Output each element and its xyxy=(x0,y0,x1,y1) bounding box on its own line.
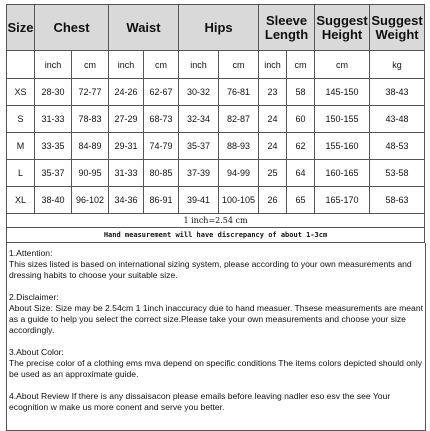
table-row xyxy=(7,106,425,133)
table-cell: 48-53 xyxy=(370,133,425,160)
table-cell: 29-31 xyxy=(109,133,144,160)
table-cell: 28-30 xyxy=(35,79,72,106)
chest-header: Chest xyxy=(35,5,109,51)
table-cell: 96-102 xyxy=(72,187,109,214)
table-cell: 39-41 xyxy=(179,187,219,214)
size-table xyxy=(6,4,425,243)
table-cell: 90-95 xyxy=(72,160,109,187)
unit-cell: cm xyxy=(144,51,179,79)
table-cell: 100-105 xyxy=(219,187,259,214)
table-cell: 25 xyxy=(259,160,287,187)
table-cell: 33-35 xyxy=(35,133,72,160)
size-cell: XS xyxy=(7,79,35,106)
table-cell: 32-34 xyxy=(179,106,219,133)
table-cell: 64 xyxy=(287,160,315,187)
size-chart-sheet xyxy=(6,4,424,424)
review-text: 4.About Review If there is any dissaisacon please emails before leaving nadler eso esv the see Your ecognition w make us more conent and serve you better. xyxy=(9,391,391,412)
unit-row xyxy=(7,51,425,79)
header-row xyxy=(7,5,425,51)
table-cell: 160-165 xyxy=(315,160,370,187)
size-cell: XL xyxy=(7,187,35,214)
sleeve-header: Sleeve Length xyxy=(259,5,315,51)
table-cell: 26 xyxy=(259,187,287,214)
table-cell: 76-81 xyxy=(219,79,259,106)
table-cell: 34-36 xyxy=(109,187,144,214)
table-cell: 155-160 xyxy=(315,133,370,160)
table-cell: 84-89 xyxy=(72,133,109,160)
unit-cell: cm xyxy=(287,51,315,79)
table-cell: 145-150 xyxy=(315,79,370,106)
table-cell: 27-29 xyxy=(109,106,144,133)
table-cell: 58 xyxy=(287,79,315,106)
table-cell: 53-58 xyxy=(370,160,425,187)
conversion-note: 1 inch=2.54 cm xyxy=(7,214,425,228)
disclaimer-text: About Size: Size may be 2.54cm 1 1inch inaccuracy due to hand measuer. Thsese measurements are meant as a guide to help you select the correct size.Please take your own measurements and choose your size accordingly. xyxy=(9,303,423,335)
table-cell: 24-26 xyxy=(109,79,144,106)
unit-cell: cm xyxy=(315,51,370,79)
table-cell: 78-83 xyxy=(72,106,109,133)
unit-cell: cm xyxy=(72,51,109,79)
table-cell: 82-87 xyxy=(219,106,259,133)
table-cell: 62-67 xyxy=(144,79,179,106)
conversion-row xyxy=(7,214,425,228)
table-row xyxy=(7,160,425,187)
color-title: 3.About Color: xyxy=(9,347,64,357)
color-text: The precise color of a clothing ems mva depend on specific conditions The items colors depicted should only be used as an approximate guide. xyxy=(9,358,423,379)
size-header: Size xyxy=(7,5,35,51)
unit-cell: cm xyxy=(219,51,259,79)
table-cell: 58-63 xyxy=(370,187,425,214)
size-cell: M xyxy=(7,133,35,160)
weight-header: Suggest Weight xyxy=(370,5,425,51)
table-cell: 72-77 xyxy=(72,79,109,106)
table-cell: 31-33 xyxy=(35,106,72,133)
info-panel xyxy=(6,243,426,431)
size-cell: L xyxy=(7,160,35,187)
table-cell: 30-32 xyxy=(179,79,219,106)
table-cell: 24 xyxy=(259,106,287,133)
unit-blank xyxy=(7,51,35,79)
table-cell: 23 xyxy=(259,79,287,106)
table-cell: 35-37 xyxy=(35,160,72,187)
table-cell: 24 xyxy=(259,133,287,160)
table-cell: 150-155 xyxy=(315,106,370,133)
size-cell: S xyxy=(7,106,35,133)
table-cell: 165-170 xyxy=(315,187,370,214)
table-row xyxy=(7,187,425,214)
waist-header: Waist xyxy=(109,5,179,51)
table-row xyxy=(7,79,425,106)
hips-header: Hips xyxy=(179,5,259,51)
measurement-row xyxy=(7,228,425,243)
attention-text: This sizes listed is based on international sizing system, please according to your own measurements and dressing habits to choose your suitable size. xyxy=(9,259,412,280)
unit-cell: inch xyxy=(109,51,144,79)
table-cell: 94-99 xyxy=(219,160,259,187)
height-header: Suggest Height xyxy=(315,5,370,51)
unit-cell: inch xyxy=(259,51,287,79)
table-cell: 60 xyxy=(287,106,315,133)
attention-title: 1.Attention: xyxy=(9,248,53,258)
unit-cell: inch xyxy=(35,51,72,79)
table-cell: 38-40 xyxy=(35,187,72,214)
unit-cell: kg xyxy=(370,51,425,79)
table-cell: 65 xyxy=(287,187,315,214)
measurement-note: Hand measurement will have discrepancy of about 1-3cm xyxy=(7,228,425,243)
table-cell: 74-79 xyxy=(144,133,179,160)
table-cell: 31-33 xyxy=(109,160,144,187)
table-cell: 62 xyxy=(287,133,315,160)
table-cell: 43-48 xyxy=(370,106,425,133)
unit-cell: inch xyxy=(179,51,219,79)
table-cell: 80-85 xyxy=(144,160,179,187)
table-cell: 38-43 xyxy=(370,79,425,106)
table-cell: 68-73 xyxy=(144,106,179,133)
table-cell: 86-91 xyxy=(144,187,179,214)
table-cell: 35-37 xyxy=(179,133,219,160)
table-cell: 88-93 xyxy=(219,133,259,160)
disclaimer-title: 2.Disclaimer: xyxy=(9,292,59,302)
table-row xyxy=(7,133,425,160)
table-cell: 37-39 xyxy=(179,160,219,187)
